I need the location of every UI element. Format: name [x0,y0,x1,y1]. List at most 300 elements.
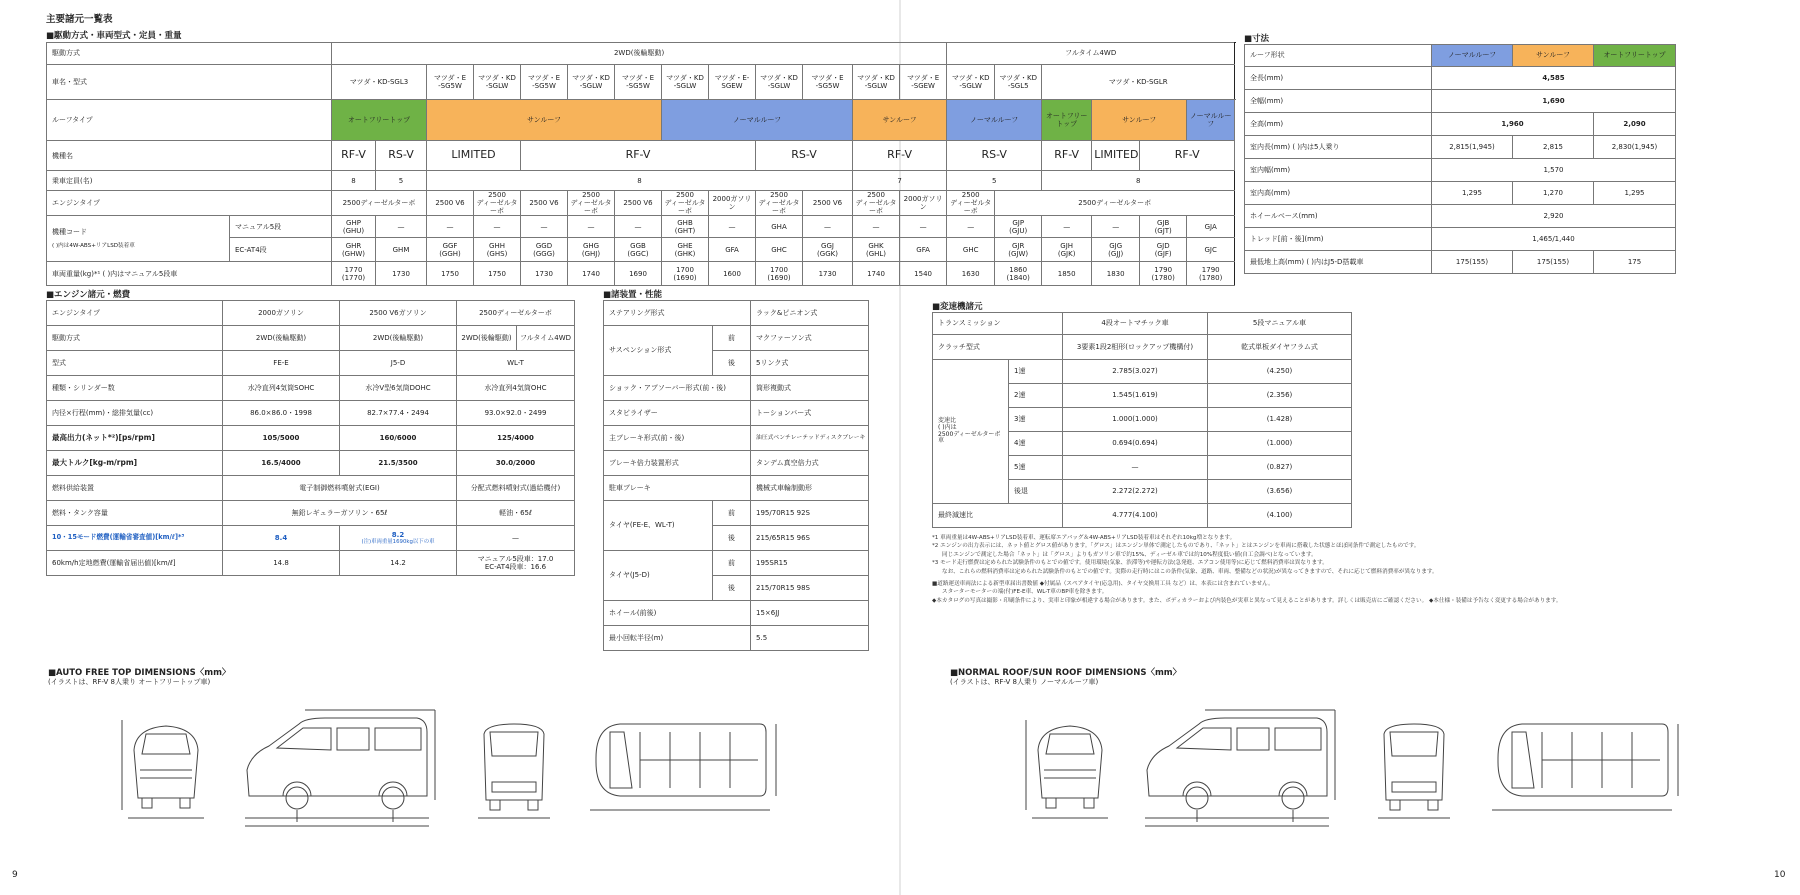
value-cell: 175(155) [1513,251,1594,274]
value-cell: 195/70R15 92S [751,501,869,526]
model-cell: マツダ・KD -SGLW [568,65,615,100]
footnote: *3 モード走行燃費は定められた試験条件のもとでの値です。使用環境(気象、渋滞等)や運転方法(急発進、エアコン使用等)に応じて燃料消費率は異なります。 [932,560,1328,567]
table-transmission [932,312,1352,528]
value-cell: 分配式燃料噴射式(過給機付) [457,476,575,501]
table-row [1245,159,1676,182]
front-label: 前 [713,326,751,351]
seats-cell: 7 [853,171,947,191]
value-cell: 93.0×92.0・2499 [457,401,575,426]
weight-cell: 1830 [1092,262,1140,286]
model-cell: マツダ・KD-SGL3 [332,65,427,100]
weight-cell: 1740 [568,262,615,286]
table-row [933,313,1352,335]
top-view-drawing [590,724,776,810]
code-cell: — [900,216,947,238]
weight-cell: 1730 [521,262,568,286]
row-label: 種類・シリンダー数 [47,376,223,401]
code-cell: GGD (GGG) [521,238,568,262]
grade-cell: LIMITED [1092,141,1140,171]
rear-label: 後 [713,351,751,376]
value-cell: 2500ディーゼルターボ [457,301,575,326]
gear-label: 1速 [1009,360,1063,384]
row-label: ショック・アブソーバー形式(前・後) [604,376,751,401]
model-cell: マツダ・KD -SGLW [947,65,995,100]
row-label: 室内長(mm) ( )内は5人乗り [1245,136,1432,159]
table-row [47,65,1235,100]
mode-value: 8.2 [391,530,405,539]
value-cell: 0.694(0.694) [1063,432,1208,456]
section-heading-dimensions: ■寸法 [1244,34,1270,44]
grade-cell: RF-V [853,141,947,171]
code-cell: GJD (GJF) [1140,238,1187,262]
value-cell: — [1063,456,1208,480]
value-cell: 油圧式ベンチレーテッドディスクブレーキ [751,426,869,451]
roof-cell: ノーマルルーフ [947,100,1042,141]
value-cell: 2000ガソリン [223,301,340,326]
code-cell: GFA [709,238,756,262]
value-cell: 2,815(1,945) [1432,136,1513,159]
mt-mileage: マニュアル5段車：17.0 [477,554,554,563]
model-cell: マツダ・E -SG5W [427,65,474,100]
row-label: ステアリング形式 [604,301,751,326]
value-cell: 機械式車輪制動形 [751,476,869,501]
code-cell: — [853,216,900,238]
table-row [604,301,869,326]
engine-cell: 2500 V6 [521,191,568,216]
weight-cell: 1540 [900,262,947,286]
value-cell [457,551,575,576]
value-cell: 電子制御燃料噴射式(EGI) [223,476,457,501]
weight-cell: 1750 [427,262,474,286]
row-label-at: EC-AT4段 [230,238,332,262]
seats-cell: 5 [376,171,427,191]
value-cell: 軽油・65ℓ [457,501,575,526]
row-label: 燃料・タンク容量 [47,501,223,526]
engine-cell: 2500 ディーゼルターボ [568,191,615,216]
row-label: タイヤ(FE-E、WL-T) [604,501,713,551]
value-cell: (3.656) [1208,480,1352,504]
page-number-left: 9 [12,870,18,880]
table-row [933,360,1352,384]
row-label: 最小回転半径(m) [604,626,751,651]
value-cell: 無鉛レギュラーガソリン・65ℓ [223,501,457,526]
front-label: 前 [713,551,751,576]
table-row [1245,136,1676,159]
weight-cell: 1730 [803,262,853,286]
value-cell: 1,690 [1432,90,1676,113]
engine-cell: 2500ディーゼルターボ [995,191,1235,216]
grade-cell: RS-V [376,141,427,171]
value-cell: 1,295 [1432,182,1513,205]
table-row [47,43,1235,65]
code-cell: GJG (GJJ) [1092,238,1140,262]
table-row [604,501,869,526]
value-cell: 2WD(後輪駆動) [223,326,340,351]
footnote: 同じエンジンで測定した場合「ネット」は「グロス」よりもガソリン車で約15%、ディーゼル車では約10%程度低い値(自工会調べ)となっています。 [942,551,1317,558]
table-row [933,335,1352,360]
code-cell: — [1092,216,1140,238]
header-cell: 5段マニュアル車 [1208,313,1352,335]
value-cell: 1,295 [1594,182,1676,205]
table-row [1245,205,1676,228]
row-label: ホイールベース(mm) [1245,205,1432,228]
weight-cell: 1860 (1840) [995,262,1042,286]
table-row [1245,228,1676,251]
code-cell: — [803,216,853,238]
row-label-weight: 車両重量(kg)*¹ ( )内はマニュアル5段車 [47,262,332,286]
value-cell: タンデム真空倍力式 [751,451,869,476]
value-cell: 2WD(後輪駆動) [340,326,457,351]
row-label-roof: ルーフタイプ [47,100,332,141]
model-cell: マツダ・KD-SGLR [1042,65,1235,100]
code-cell: GHE (GHK) [662,238,709,262]
weight-cell: 1600 [709,262,756,286]
table-row [604,426,869,451]
seats-cell: 8 [427,171,853,191]
dimensions-heading-right: ■NORMAL ROOF/SUN ROOF DIMENSIONS〈mm〉 [950,668,1182,678]
value-cell: 14.2 [340,551,457,576]
seats-cell: 8 [1042,171,1235,191]
value-cell: 82.7×77.4・2494 [340,401,457,426]
roof-cell: オートフリートップ [332,100,427,141]
value-cell: 乾式単板ダイヤフラム式 [1208,335,1352,360]
code-cell: GHP (GHU) [332,216,376,238]
table-row [604,401,869,426]
front-view-drawing [1026,720,1108,818]
table-row [1245,182,1676,205]
code-cell: GGF (GGH) [427,238,474,262]
value-cell: 215/65R15 96S [751,526,869,551]
gear-label: 5速 [1009,456,1063,480]
header-cell: 4段オートマチック車 [1063,313,1208,335]
engine-cell: 2500 ディーゼルターボ [853,191,900,216]
value-cell: 1.000(1.000) [1063,408,1208,432]
table-row [47,451,575,476]
dimensions-sub-left: (イラストは、RF-V 8人乗り オートフリートップ車) [48,678,211,686]
weight-cell: 1690 [615,262,662,286]
value-cell: 1.545(1.619) [1063,384,1208,408]
value-cell: 2500 V6ガソリン [340,301,457,326]
value-cell: トーションバー式 [751,401,869,426]
value-cell: J5-D [340,351,457,376]
engine-cell: 2000ガソリン [709,191,756,216]
value-cell: 水冷直列4気筒SOHC [223,376,340,401]
grade-cell: RF-V [1140,141,1235,171]
drive-4wd: フルタイム4WD [947,43,1235,65]
grade-cell: RF-V [521,141,756,171]
table-drive-specs [46,42,1235,286]
grade-cell: LIMITED [427,141,521,171]
roof-cell: ノーマルルーフ [1187,100,1235,141]
value-cell: 4,585 [1432,67,1676,90]
row-label: 最大トルク[kg-m/rpm] [47,451,223,476]
value-cell: (2.356) [1208,384,1352,408]
table-row [604,451,869,476]
table-row [47,100,1235,141]
value-cell: フルタイム4WD [517,326,575,351]
value-cell: 15×6JJ [751,601,869,626]
row-label: 10・15モード燃費(運輸省審査値)[km/ℓ]*³ [47,526,223,551]
value-cell: 105/5000 [223,426,340,451]
engine-cell: 2500ディーゼルターボ [332,191,427,216]
row-label-seats: 乗車定員(名) [47,171,332,191]
code-cell: GFA [900,238,947,262]
row-label: スタビライザー [604,401,751,426]
side-view-drawing [245,710,435,826]
value-cell: 8.4 [223,526,340,551]
section-heading-transmission: ■変速機諸元 [932,302,983,312]
code-cell: GJA [1187,216,1235,238]
seats-cell: 8 [332,171,376,191]
roof-cell: サンルーフ [853,100,947,141]
value-cell [340,526,457,551]
value-cell: 2,090 [1594,113,1676,136]
code-cell: — [427,216,474,238]
model-cell: マツダ・KD -SGLW [756,65,803,100]
code-cell: — [474,216,521,238]
value-cell: 水冷直列4気筒OHC [457,376,575,401]
weight-cell: 1750 [474,262,521,286]
footnote: *1 車両重量は4W-ABS+リアLSD装着車、運転席エアバッグ＆4W-ABS+リアLSD装着車はそれぞれ10kg増となります。 [932,535,1236,541]
rear-label: 後 [713,526,751,551]
roof-header: ノーマルルーフ [1432,45,1513,67]
table-row [1245,67,1676,90]
code-cell: GHK (GHL) [853,238,900,262]
engine-cell: 2000ガソリン [900,191,947,216]
dimensions-heading-left: ■AUTO FREE TOP DIMENSIONS〈mm〉 [48,668,231,678]
footnote: ■道路運送車両法による新型車届出書数値 ◆付属品（スペアタイヤ(応急用)、タイヤ交換用工具 など）は、本表には含まれていません。 [932,580,1274,587]
row-label: 最高出力(ネット*²)[ps/rpm] [47,426,223,451]
code-cell: — [376,216,427,238]
row-label: 最終減速比 [933,504,1063,528]
model-cell: マツダ・E -SG5W [521,65,568,100]
code-cell: GGJ (GGK) [803,238,853,262]
value-cell: 4.777(4.100) [1063,504,1208,528]
value-cell: 1,270 [1513,182,1594,205]
table-row [1245,251,1676,274]
value-cell: 1,960 [1432,113,1594,136]
dimension-drawings [0,700,1800,835]
row-label: エンジンタイプ [47,301,223,326]
value-cell: ラック&ピニオン式 [751,301,869,326]
row-label: ブレーキ倍力装置形式 [604,451,751,476]
model-cell: マツダ・KD -SGL5 [995,65,1042,100]
weight-cell: 1790 (1780) [1187,262,1235,286]
value-cell: 筒形複動式 [751,376,869,401]
grade-cell: RS-V [947,141,1042,171]
table-row [604,601,869,626]
table-engine [46,300,575,576]
roof-header: サンルーフ [1513,45,1594,67]
gear-label: 2速 [1009,384,1063,408]
table-equipment [603,300,869,651]
code-cell: — [568,216,615,238]
top-view-drawing [1492,724,1678,810]
weight-cell: 1790 (1780) [1140,262,1187,286]
row-label: 全長(mm) [1245,67,1432,90]
row-label: クラッチ型式 [933,335,1063,360]
code-cell: — [615,216,662,238]
table-row [47,401,575,426]
page-number-right: 10 [1774,870,1786,880]
value-cell: 160/6000 [340,426,457,451]
footnotes [932,534,1732,605]
table-row [47,351,575,376]
table-row [47,476,575,501]
weight-cell: 1770 (1770) [332,262,376,286]
value-cell: 5.5 [751,626,869,651]
value-cell: 16.5/4000 [223,451,340,476]
roof-cell: ノーマルルーフ [662,100,853,141]
table-row [1245,113,1676,136]
model-cell: マツダ・E -SG5W [803,65,853,100]
model-cell: マツダ・KD -SGLW [662,65,709,100]
value-cell: (4.100) [1208,504,1352,528]
value-cell: 2.272(2.272) [1063,480,1208,504]
table-row [604,326,869,351]
value-cell: 175(155) [1432,251,1513,274]
drive-2wd: 2WD(後輪駆動) [332,43,947,65]
row-label: 全幅(mm) [1245,90,1432,113]
value-cell: 125/4000 [457,426,575,451]
engine-cell: 2500 ディーゼルターボ [662,191,709,216]
value-cell: マクファーソン式 [751,326,869,351]
row-label: ルーフ形状 [1245,45,1432,67]
value-cell: — [457,526,575,551]
row-label: 全高(mm) [1245,113,1432,136]
engine-cell: 2500 ディーゼルターボ [947,191,995,216]
code-cell: — [947,216,995,238]
row-label: サスペンション形式 [604,326,713,376]
table-row [47,551,575,576]
model-cell: マツダ・E- SGEW [709,65,756,100]
code-cell: GHM [376,238,427,262]
weight-cell: 1700 (1690) [662,262,709,286]
code-cell: GGB (GGC) [615,238,662,262]
mode-note: (注)車両重量1690kg以下の車 [361,538,435,545]
row-label: トランスミッション [933,313,1063,335]
weight-cell: 1740 [853,262,900,286]
value-cell: 2,830(1,945) [1594,136,1676,159]
row-label-mt: マニュアル5段 [230,216,332,238]
rear-view-drawing [1378,724,1450,818]
row-label: 室内幅(mm) [1245,159,1432,182]
value-cell: 2,815 [1513,136,1594,159]
weight-cell: 1700 (1690) [756,262,803,286]
code-cell: GJH (GJK) [1042,238,1092,262]
table-row [47,171,1235,191]
value-cell: 1,465/1,440 [1432,228,1676,251]
code-cell: GHC [947,238,995,262]
row-label: 最低地上高(mm) ( )内はJ5-D搭載車 [1245,251,1432,274]
engine-cell: 2500 V6 [427,191,474,216]
table-row [604,551,869,576]
value-cell: (0.827) [1208,456,1352,480]
model-cell: マツダ・KD -SGLW [853,65,900,100]
row-label: 駆動方式 [47,326,223,351]
table-row [47,141,1235,171]
gear-label: 3速 [1009,408,1063,432]
value-cell: (1.000) [1208,432,1352,456]
model-cell: マツダ・KD -SGLW [474,65,521,100]
value-cell: 5リンク式 [751,351,869,376]
code-cell: — [521,216,568,238]
table-row [47,426,575,451]
side-view-drawing [1145,710,1335,826]
section-heading-equipment: ■諸装置・性能 [603,290,663,300]
weight-cell: 1850 [1042,262,1092,286]
value-cell: (4.250) [1208,360,1352,384]
gear-label: 後退 [1009,480,1063,504]
table-row [604,376,869,401]
table-row [933,504,1352,528]
seats-cell: 5 [947,171,1042,191]
value-cell: 21.5/3500 [340,451,457,476]
value-cell: 3要素1段2相形(ロックアップ機構付) [1063,335,1208,360]
roof-cell: サンルーフ [1092,100,1187,141]
engine-cell: 2500 V6 [803,191,853,216]
footnote: なお、これらの燃料消費率は定められた試験条件のもとでの値です。実際の走行時にはこの条件(気象、道路、車両、整備などの状況)が異なってきますので、それに応じて燃料消費率が異なります。 [942,568,1438,575]
row-label-drive: 駆動方式 [47,43,332,65]
model-cell: マツダ・E -SG5W [615,65,662,100]
grade-cell: RS-V [756,141,853,171]
row-label: タイヤ(J5-D) [604,551,713,601]
code-cell: GJC [1187,238,1235,262]
at-mileage: EC-AT4段車：16.6 [484,563,547,571]
grade-cell: RF-V [332,141,376,171]
footnote: スターターモーターの端(付)FE-E車、WL-T車のBP車を除きます。 [942,589,1108,596]
value-cell: 2,920 [1432,205,1676,228]
code-note: ( )内は4W-ABS+リアLSD装着車 [52,242,135,249]
table-row [604,626,869,651]
row-label: 変速比 ( )内は 2500ディーゼルターボ車 [933,360,1009,504]
roof-header: オートフリートップ [1594,45,1676,67]
rear-label: 後 [713,576,751,601]
section-heading-engine: ■エンジン諸元・燃費 [46,290,131,300]
code-cell: — [1042,216,1092,238]
row-label: 室内高(mm) [1245,182,1432,205]
table-row [1245,45,1676,67]
table-dimensions [1244,44,1676,274]
table-row [47,526,575,551]
row-label: トレッド[前・後](mm) [1245,228,1432,251]
engine-cell: 2500 V6 [615,191,662,216]
grade-cell: RF-V [1042,141,1092,171]
weight-cell: 1630 [947,262,995,286]
value-cell: 2WD(後輪駆動) [457,326,517,351]
table-row [47,216,1235,238]
table-row [47,376,575,401]
code-cell: GHC [756,238,803,262]
code-cell: GHB (GHT) [662,216,709,238]
value-cell: FE-E [223,351,340,376]
gear-label: 4速 [1009,432,1063,456]
code-label: 機種コード [52,227,87,236]
row-label-engine: エンジンタイプ [47,191,332,216]
value-cell: 1,570 [1432,159,1676,182]
value-cell: 30.0/2000 [457,451,575,476]
row-label: 駐車ブレーキ [604,476,751,501]
code-cell: GJR (GJW) [995,238,1042,262]
row-label: ホイール(前後) [604,601,751,626]
row-label: 内径×行程(mm)・総排気量(cc) [47,401,223,426]
value-cell: 水冷V型6気筒DOHC [340,376,457,401]
front-view-drawing [122,720,204,818]
code-cell: — [709,216,756,238]
value-cell: 2.785(3.027) [1063,360,1208,384]
row-label: 型式 [47,351,223,376]
row-label: 燃料供給装置 [47,476,223,501]
